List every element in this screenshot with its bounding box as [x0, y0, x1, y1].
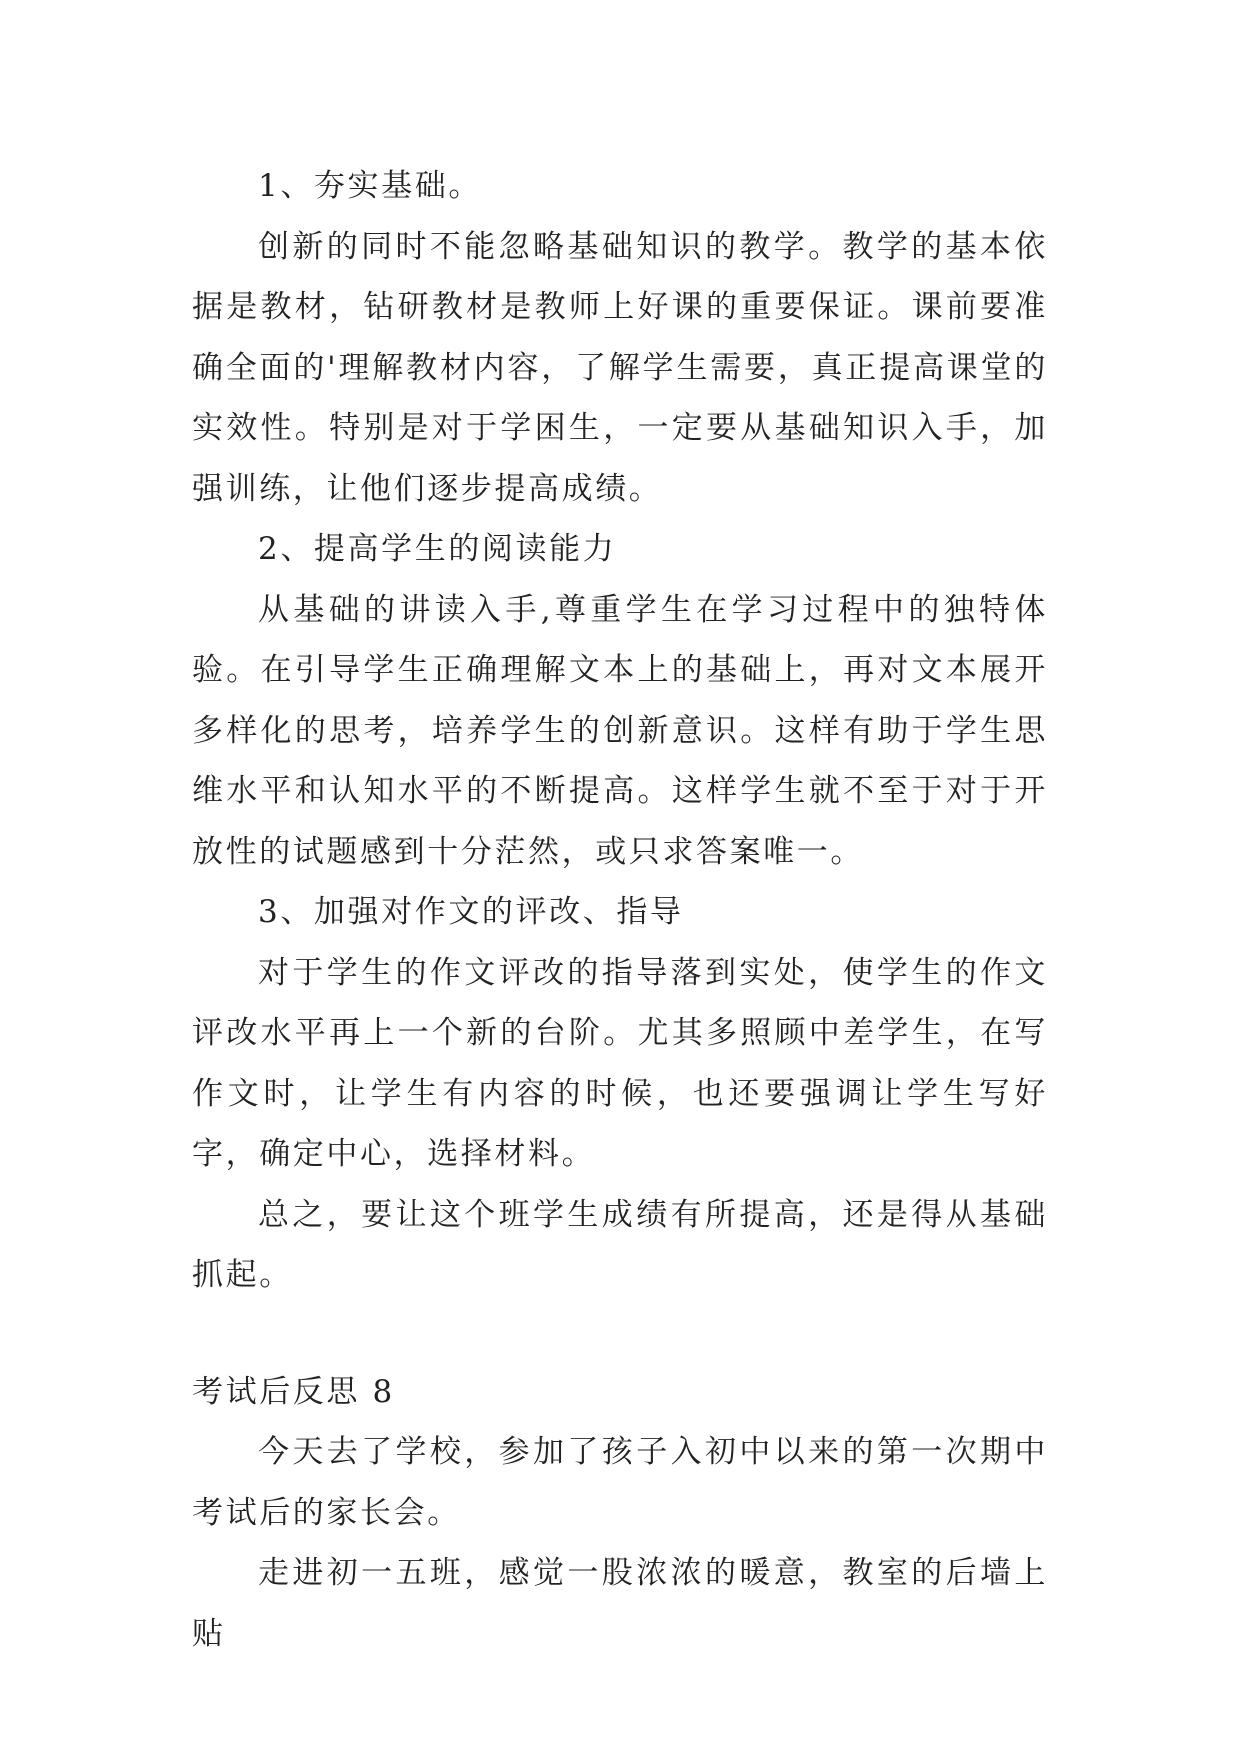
document-body [192, 156, 1048, 1664]
conclusion-paragraph: 总之，要让这个班学生成绩有所提高，还是得从基础抓起。 [192, 1196, 1048, 1293]
section-2-paragraph: 从基础的讲读入手,尊重学生在学习过程中的独特体验。在引导学生正确理解文本上的基础上，再对文本展开多样化的思考，培养学生的创新意识。这样有助于学生思维水平和认知水平的不断提高。这样学生就不至于对于开放性的试题感到十分茫然，或只求答案唯一。 [192, 591, 1048, 870]
next-section-title: 考试后反思 8 [192, 1373, 395, 1410]
next-section-paragraph-1: 今天去了学校，参加了孩子入初中以来的第一次期中考试后的家长会。 [192, 1434, 1048, 1531]
section-2-heading: 2、提高学生的阅读能力 [258, 531, 617, 567]
section-3-heading: 3、加强对作文的评改、指导 [258, 894, 684, 930]
section-3-paragraph: 对于学生的作文评改的指导落到实处，使学生的作文评改水平再上一个新的台阶。尤其多照顾中差学生，在写作文时，让学生有内容的时候，也还要强调让学生写好字，确定中心，选择材料。 [192, 954, 1048, 1172]
section-1-heading: 1、夯实基础。 [258, 168, 482, 204]
section-1-paragraph: 创新的同时不能忽略基础知识的教学。教学的基本依据是教材，钻研教材是教师上好课的重要保证。课前要准确全面的'理解教材内容，了解学生需要，真正提高课堂的实效性。特别是对于学困生，一定要从基础知识入手，加强训练，让他们逐步提高成绩。 [192, 228, 1048, 507]
next-section-paragraph-2: 走进初一五班，感觉一股浓浓的暖意，教室的后墙上贴 [192, 1555, 1048, 1652]
